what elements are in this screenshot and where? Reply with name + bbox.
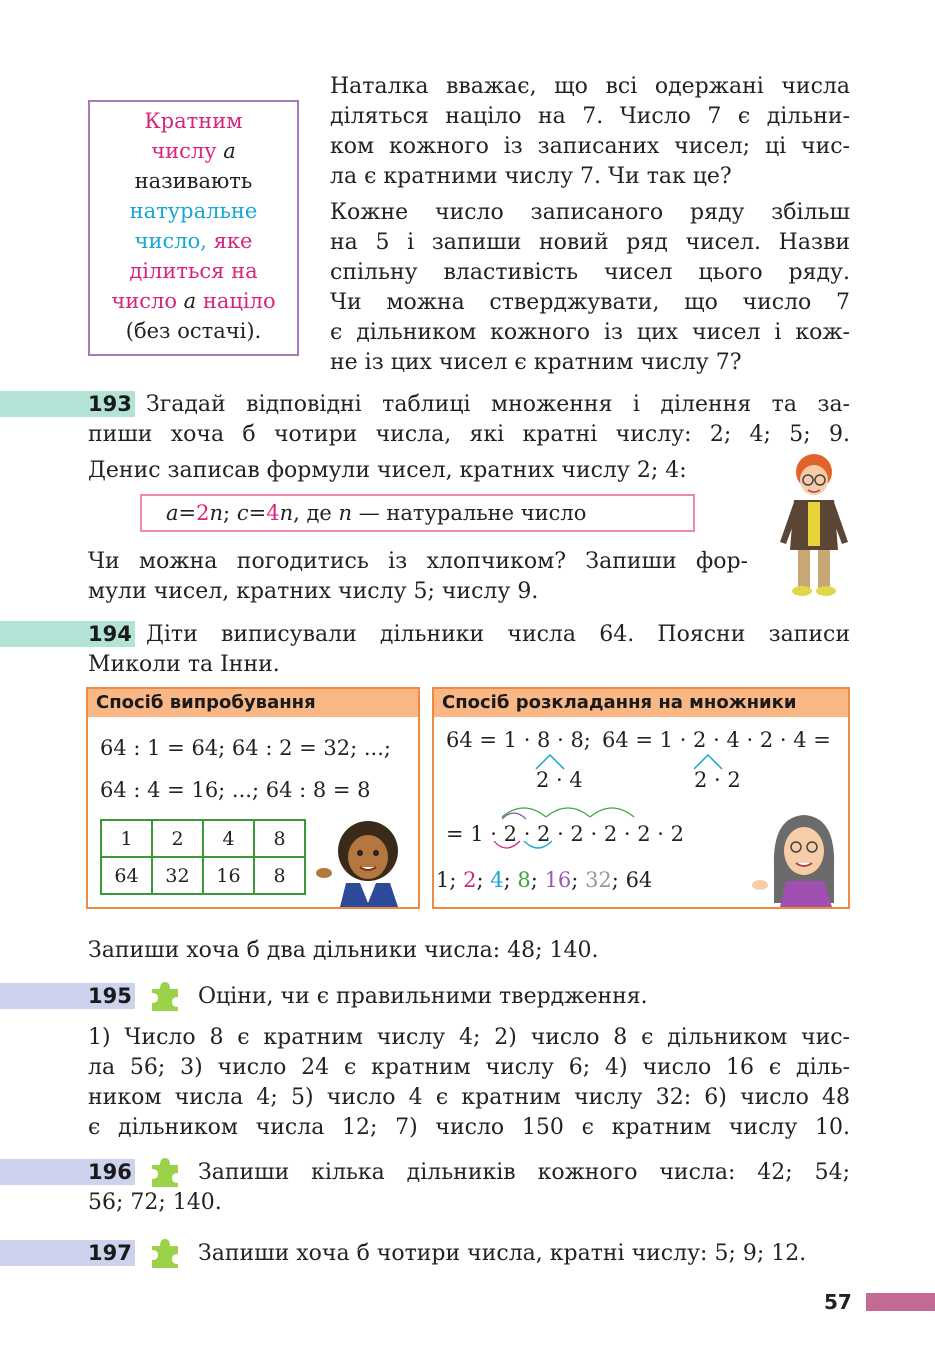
definition-line: називають — [134, 169, 253, 193]
definition-line: (без остачі). — [125, 319, 262, 343]
exercise-number: 196 — [88, 1160, 132, 1184]
table-row — [101, 820, 305, 857]
table-cell: 1 — [101, 820, 152, 857]
definition-line: натуральне — [129, 199, 258, 223]
divisor-value: 16 — [544, 868, 572, 892]
sub-product: 2 · 4 — [536, 768, 583, 792]
definition-line: ділиться на — [129, 259, 258, 283]
divisor-value: 2 — [463, 868, 477, 892]
exercise-text: Оціни, чи є правильними твердження. — [198, 984, 648, 1009]
definition-line: числу a — [151, 139, 236, 163]
definition-box — [88, 100, 299, 356]
exercise-text: Чи можна погодитись із хлопчиком? Запиши фор- — [88, 549, 748, 574]
divisor-value: 32 — [585, 868, 612, 892]
table-cell: 16 — [203, 857, 254, 894]
puzzle-icon — [148, 1236, 182, 1270]
definition-line: число, яке — [134, 229, 253, 253]
exercise-number: 195 — [88, 984, 132, 1008]
exercise-statements: 1) Число 8 є кратним числу 4; 2) число 8 є дільником чис- ла 56; 3) число 24 є кратним числу 6; 4) число 16 є діль- ником числа 4; 5) число 4 є кратним числу 32: 6) число 48 є дільником числа 12; 7) число 150 є кратним числу 10. — [88, 1025, 850, 1140]
panel-title: Спосіб випробування — [88, 689, 418, 717]
table-cell: 4 — [203, 820, 254, 857]
table-cell: 2 — [152, 820, 203, 857]
exercise-text: Діти виписували дільники числа 64. Поясни записи — [146, 622, 850, 647]
sub-product: 2 · 2 — [694, 768, 741, 792]
definition-line: число a націло — [111, 289, 276, 313]
exercise-number: 197 — [88, 1241, 132, 1265]
panel-row: 64 : 1 = 64; 64 : 2 = 32; ...; — [100, 736, 391, 760]
divisor-value: 64 — [625, 868, 653, 892]
panel-row: 64 : 4 = 16; ...; 64 : 8 = 8 — [100, 778, 371, 802]
divisor-table — [100, 819, 306, 895]
boy-illustration — [774, 450, 854, 598]
equation: 64 = 1 · 2 · 4 · 2 · 4 = — [602, 728, 831, 752]
factorization-panel — [432, 687, 850, 909]
puzzle-icon — [148, 979, 182, 1013]
table-row — [101, 857, 305, 894]
intro-paragraph-2: Кожне число записаного ряду збільш на 5 і запиши новий ряд чисел. Назви спільну властивість чисел цього ряду. Чи можна стверджувати, що число 7 є дільником кожного із цих чисел і кож- не із цих чисел є кратним числу 7? — [330, 200, 850, 375]
table-cell: 64 — [101, 857, 152, 894]
boy-mykola-illustration — [316, 813, 416, 907]
page-number-bar — [866, 1293, 935, 1311]
page-number: 57 — [824, 1290, 852, 1314]
equation: 64 = 1 · 8 · 8; — [446, 728, 591, 752]
table-cell: 8 — [254, 820, 305, 857]
definition-line: Кратним — [144, 109, 243, 133]
exercise-number: 193 — [88, 392, 132, 416]
exercise-text: Миколи та Інни. — [88, 652, 280, 677]
formula-box: a=2n; c=4n, де n — натуральне число — [140, 494, 695, 532]
exercise-text: Згадай відповідні таблиці множення і ділення та за- — [146, 392, 850, 417]
divisor-value: 4 — [490, 868, 504, 892]
exercise-text: Запиши хоча б чотири числа, кратні числу: 5; 9; 12. — [198, 1241, 807, 1266]
exercise-number: 194 — [88, 622, 132, 646]
trial-method-panel — [86, 687, 420, 909]
exercise-text: мули чисел, кратних числу 5; числу 9. — [88, 579, 539, 604]
intro-paragraph-1: Наталка вважає, що всі одержані числа діляться націло на 7. Число 7 є дільни- ком кожного із записаних чисел; ці чис- ла є кратними числу 7. Чи так це? — [330, 74, 850, 189]
girl-inna-illustration — [752, 807, 848, 907]
exercise-text: Денис записав формули чисел, кратних числу 2; 4: — [88, 458, 687, 483]
exercise-text: Запиши хоча б два дільники числа: 48; 140. — [88, 938, 599, 963]
divisor-list: 1; 2; 4; 8; 16; 32; 64 — [436, 868, 653, 892]
table-cell: 32 — [152, 857, 203, 894]
equation: = 1 · 2 · 2 · 2 · 2 · 2 · 2 — [446, 822, 684, 846]
exercise-text: пиши хоча б чотири числа, які кратні числу: 2; 4; 5; 9. — [88, 422, 850, 447]
divisor-value: 8 — [517, 868, 531, 892]
table-cell: 8 — [254, 857, 305, 894]
exercise-text: 56; 72; 140. — [88, 1190, 222, 1215]
puzzle-icon — [148, 1155, 182, 1189]
exercise-text: Запиши кілька дільників кожного числа: 42; 54; — [198, 1160, 850, 1185]
divisor-value: 1 — [436, 868, 450, 892]
panel-title: Спосіб розкладання на множники — [434, 689, 848, 717]
